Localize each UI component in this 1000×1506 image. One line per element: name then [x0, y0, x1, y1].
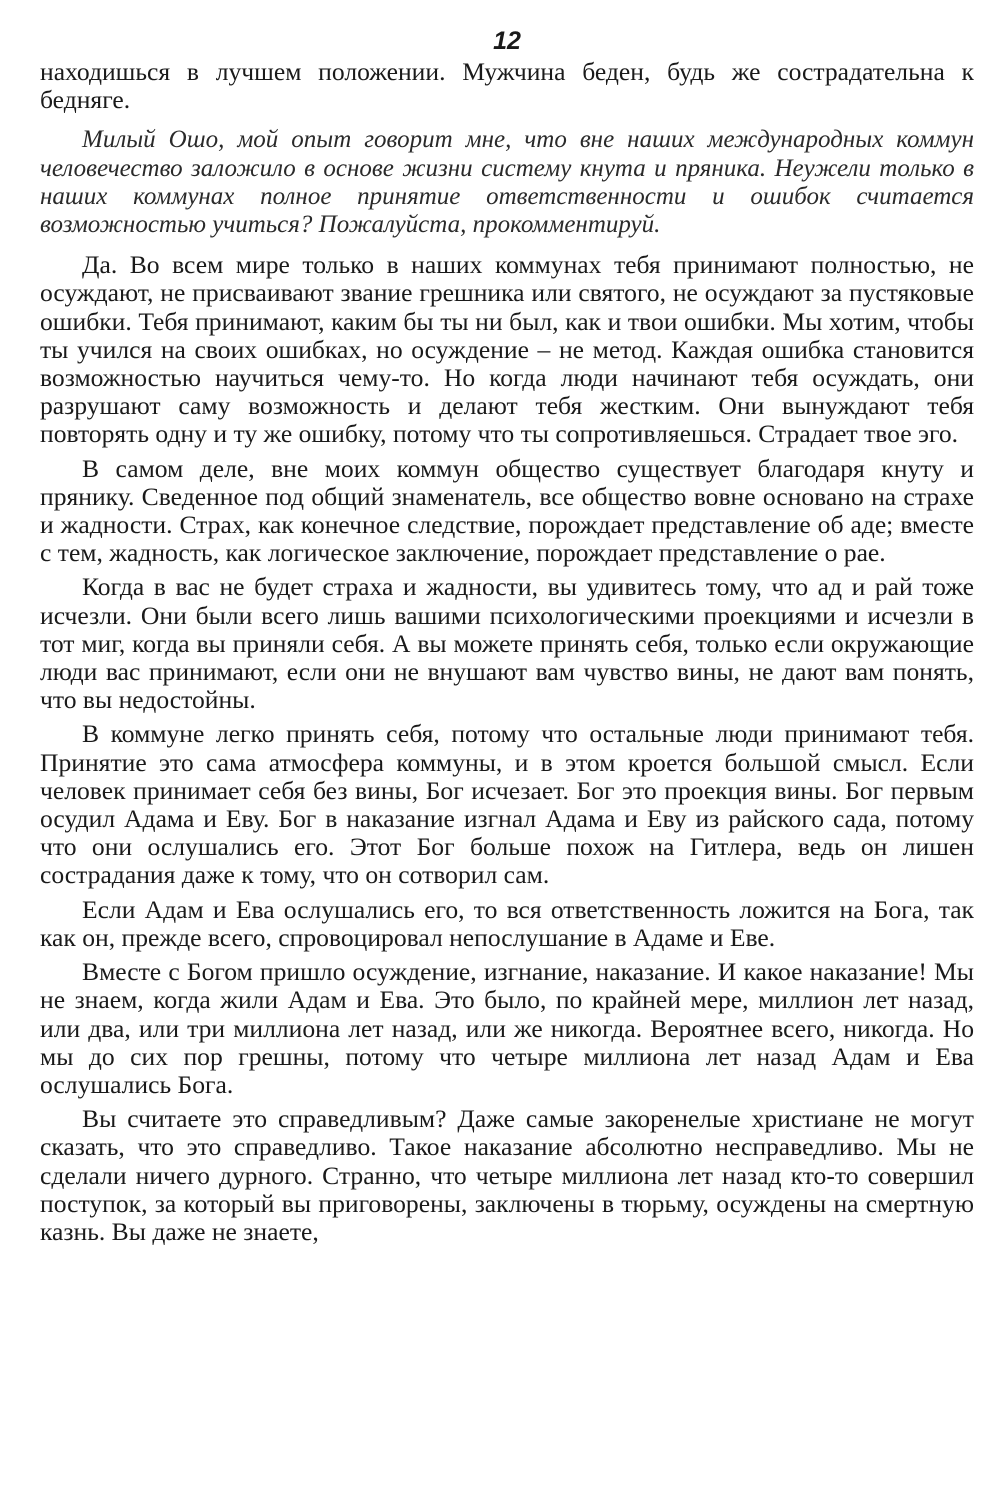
- book-page: [40, 26, 974, 1246]
- paragraph-answer-3: Когда в вас не будет страха и жадности, вы удивитесь тому, что ад и рай тоже исчезли. Они были всего лишь вашими психологическими проекциями и исчезли в тот миг, когда вы приняли себя. А вы можете принять себя, только если окружающие люди вас принимают, если они не внушают вам чувство вины, не дают вам понять, что вы недостойны.: [40, 572, 974, 715]
- paragraph-answer-6: Вместе с Богом пришло осуждение, изгнание, наказание. И какое наказание! Мы не знаем, когда жили Адам и Ева. Это было, по крайней мере, миллион лет назад, или два, или три миллиона лет назад, или же никогда. Вероятнее всего, никогда. Но мы до сих пор грешны, потому что четыре миллиона лет назад Адам и Ева ослушались Бога.: [40, 957, 974, 1099]
- paragraph-answer-4: В коммуне легко принять себя, потому что остальные люди принимают тебя. Принятие это сама атмосфера коммуны, и в этом кроется большой смысл. Если человек принимает себя без вины, Бог исчезает. Бог это проекция вины. Бог первым осудил Адама и Еву. Бог в наказание изгнал Адама и Еву из райского сада, потому что они ослушались его. Этот Бог больше похож на Гитлера, ведь он лишен сострадания даже к тому, что он сотворил сам.: [40, 719, 974, 890]
- paragraph-answer-5: Если Адам и Ева ослушались его, то вся ответственность ложится на Бога, так как он, прежде всего, спровоцировал непослушание в Адаме и Еве.: [40, 894, 974, 952]
- page-number: 12: [493, 27, 521, 55]
- paragraph-answer-1: Да. Во всем мире только в наших коммунах тебя принимают полностью, не осуждают, не присваивают звание грешника или святого, не осуждают за пустяковые ошибки. Тебя принимают, каким бы ты ни был, как и твои ошибки. Мы хотим, чтобы ты учился на своих ошибках, но осуждение – не метод. Каждая ошибка становится возможностью научиться чему-то. Но когда люди начинают тебя осуждать, они разрушают саму возможность и делают тебя жестким. Они вынуждают тебя повторять одну и ту же ошибку, потому что ты сопротивляешься. Страдает твое эго.: [40, 250, 974, 449]
- paragraph-answer-7: Вы считаете это справедливым? Даже самые закоренелые христиане не могут сказать, что это справедливо. Такое наказание абсолютно несправедливо. Мы не сделали ничего дурного. Странно, что четыре миллиона лет назад кто-то совершил поступок, за который вы приговорены, заключены в тюрьму, осуждены на смертную казнь. Вы даже не знаете,: [40, 1104, 974, 1246]
- question-paragraph: Милый Ошо, мой опыт говорит мне, что вне наших международных коммун человечество заложило в основе жизни систему кнута и пряника. Неужели только в наших коммунах полное принятие ответственности и ошибок считается возможностью учиться? Пожалуйста, прокомментируй.: [40, 126, 974, 239]
- paragraph-continuation: находишься в лучшем положении. Мужчина беден, будь же сострадательна к бедняге.: [40, 57, 974, 115]
- paragraph-answer-2: В самом деле, вне моих коммун общество существует благодаря кнуту и прянику. Сведенное под общий знаменатель, все общество вовне основано на страхе и жадности. Страх, как конечное следствие, порождает представление об аде; вместе с тем, жадность, как логическое заключение, порождает представление о рае.: [40, 453, 974, 568]
